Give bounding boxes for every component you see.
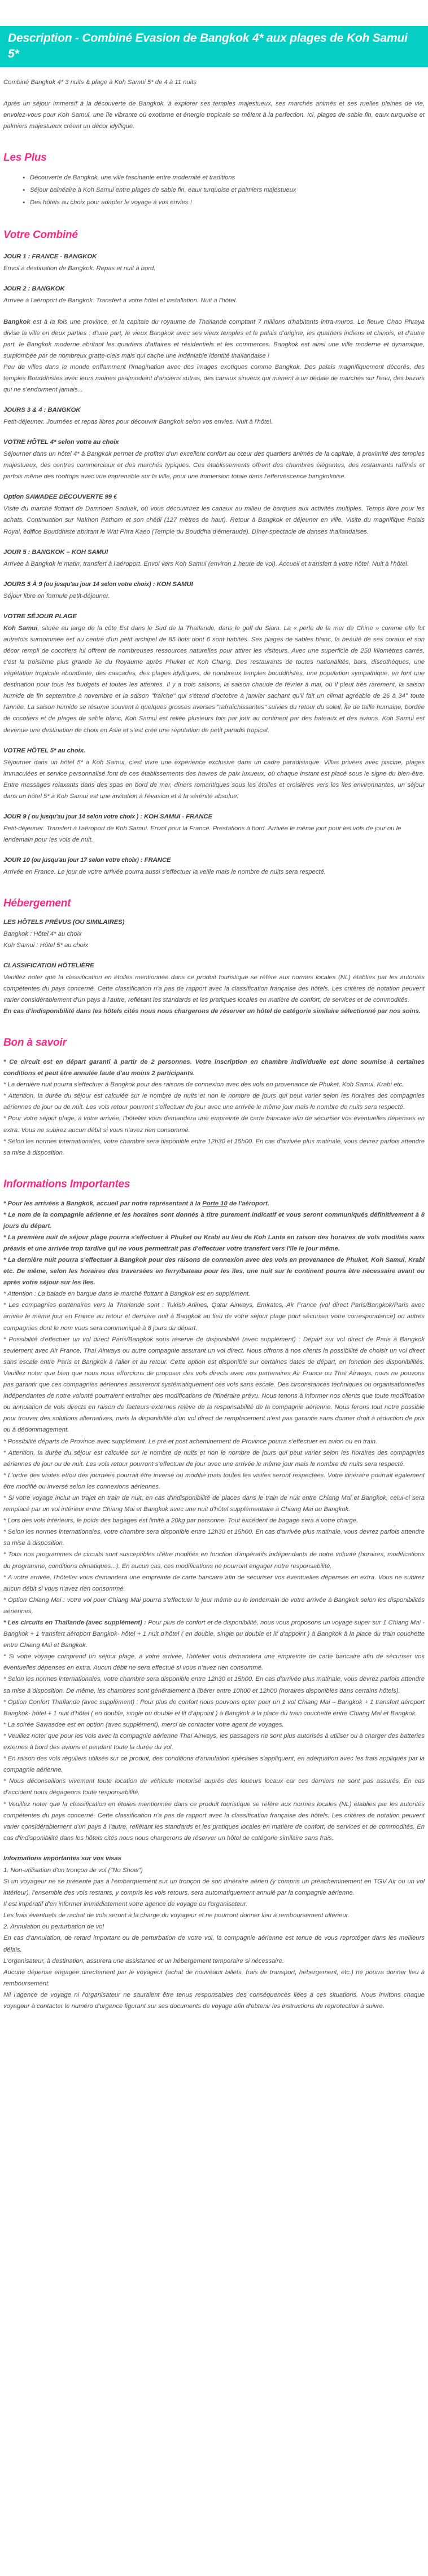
info-item: * Les compagnies partenaires vers la Thaïlande sont : Tukish Arlines, Qatar Airways, Emirates, Air France (vol direct Paris/Bangkok/Paris avec arrivée le même jour en France au retour et dernière nuit à Bangkok au lieu de votre séjour plage pour sécuriser votre correspondance) ou autres compagnies dont le nom vous sera communiqué à 8 jours du départ. [3, 1302, 425, 1332]
visa-info-title: Informations importantes sur vos visas [3, 1855, 121, 1862]
day10-title [3, 855, 425, 866]
classification-note: En cas d'indisponibilité dans les hôtels cités nous nous chargerons de réserver un hôtel de catégorie similaire sélectionné par nos soins. [3, 1008, 421, 1015]
info-item: * Le nom de la compagnie aérienne et les horaires sont donnés à titre purement indicatif et vous seront communiqués définitivement à 8 jours du départ. [3, 1211, 425, 1230]
list-item: • Séjour balnéaire à Koh Samui entre plages de sable fin, eaux turquoise et palmiers majestueux [23, 184, 425, 196]
hotels-prevus-title: LES HÔTELS PRÉVUS (OU SIMILAIRES) [3, 918, 125, 926]
info-item-porte [3, 1198, 425, 1209]
info-item: * Tous nos programmes de circuits sont susceptibles d'être modifiés en fonction d'impératifs indépendants de notre volonté (horaires, modifications du programme, conditions climatiques...). En aucun cas, ces modifications ne pourront engager notre responsabilité. [3, 1551, 425, 1570]
bon-a-savoir-item: * Selon les normes internationales, votre chambre sera disponible entre 12h30 et 15h00. En cas d'arrivée plus matinale, vous devrez parfois attendre sa mise à disposition. [3, 1138, 425, 1156]
bon-a-savoir-item: * Attention, la durée du séjour est calculée sur le nombre de nuits et non le nombre de jours qui peut varier selon les horaires des compagnies aériennes de jour ou de nuit. Les vols retour pourront s'effectuer de jour avec une arrivée le même jour mais le nombre de nuits sera respecté. [3, 1093, 425, 1111]
info-item: * Veuillez noter que pour les vols avec la compagnie aérienne Thaï Airways, les passagers ne sont plus autorisés à utiliser ou à charger des batteries externes à bord des avions et pendant toute la durée du vol. [3, 1732, 425, 1751]
day9-text: Petit-déjeuner. Transfert à l'aéroport de Koh Samui. Envol pour la France. Prestations à bord. Arrivée le même jour pour les vols de jour ou le lendemain pour les vols de nuit. [3, 825, 401, 844]
info-item: * Option Confort Thaïlande (avec supplément) : Pour plus de confort nous pouvons opter pour un 1 vol Chiang Mai – Bangkok + 1 transfert aéroport Bangkok- hôtel + 1 nuit d'hôtel ( en double, single ou double et lit d'appoint ) à Bangkok à la place du train couchette entre Chiang Mai et Bangkok. [3, 1698, 425, 1717]
info-item-circuits-lead: * Les circuits en Thaïlande (avec supplément) : [3, 1619, 146, 1627]
day5-text: Arrivée à Bangkok le matin, transfert à l'aéroport. Envol vers Koh Samui (environ 1 heure de vol). Accueil et transfert à votre hôtel. Nuit à l'hôtel. [3, 560, 409, 567]
info-item-porte-b: de l'aéroport. [227, 1200, 270, 1207]
visa-item: Si un voyageur ne se présente pas à l'embarquement sur un tronçon de son itinéraire aérien (y compris un préacheminement en TGV Air ou un vol intérieur), l'ensemble des vols restants, y compris les vols retours, sera automatiquement annulé par la compagnie aérienne. [3, 1878, 425, 1897]
info-item: * La soirée Sawasdee est en option (avec supplément), merci de contacter votre agent de voyages. [3, 1721, 284, 1728]
list-item: • Découverte de Bangkok, une ville fascinante entre modernité et traditions [23, 171, 425, 184]
hotel5-title: VOTRE HÔTEL 5* au choix. [3, 747, 85, 754]
hotel5-text: Séjourner dans un hôtel 5* à Koh Samui, c'est vivre une expérience exclusive dans un cadre paradisiaque. Villas privées avec piscine, plages immaculées et service personnalisé font de ces établissements des havres de paix luxueux, où chaque instant est placé sous le signe du bien-être. Entre massages relaxants dans des spas en bord de mer, dîners romantiques sous les étoiles et croisières vers les îles environnantes, un séjour dans un hôtel 5* à Koh Samui est une invitation à l'évasion et à la sérénité absolue. [3, 759, 425, 800]
visa-item: Nil l'agence de voyage ni l'organisateur ne sauraient être tenus responsables des conséquences liées à ces situations. Nous invitons chaque voyageur à contacter le numéro d'urgence figurant sur ses documents de voyage afin d'obtenir les instructions de reprotection à suivre. [3, 1991, 425, 2010]
hotel-bangkok: Bangkok : Hôtel 4* au choix [3, 930, 82, 937]
page-title-banner: Description - Combiné Evasion de Bangkok 4* aux plages de Koh Samui 5* [0, 26, 428, 67]
day9-title [3, 812, 425, 823]
info-item: * Attention : La balade en barque dans le marché flottant à Bangkok est en supplément. [3, 1291, 251, 1298]
section-heading-bon-a-savoir: Bon à savoir [3, 1037, 67, 1049]
info-item: * Possibilité départs de Province avec supplément. Le pré et post acheminement de Province pourra s'effectuer en avion ou en train. [3, 1438, 378, 1445]
classification-text: Veuillez noter que la classification en étoiles mentionnée dans ce produit touristique se réfère aux normes locales (NL) établies par les autorités compétentes du pays concerné. Cette classification n'a pas de rapport avec la classification française des hôtels. Les critères de notation peuvent varier considérablement d'un pays à l'autre, reflétant les standards et les pratiques locales en matière de confort, de services et de commodités. [3, 974, 425, 1004]
page-body [0, 67, 428, 2027]
day9-title-sub: ( ou jusqu'au jour 14 selon votre choix ) [28, 813, 139, 820]
day1-title: JOUR 1 : FRANCE - BANGKOK [3, 253, 97, 261]
hotel-koh-samui: Koh Samui : Hôtel 5* au choix [3, 941, 89, 949]
visa-item: Aucune dépense engagée directement par le voyageur (achat de nouveaux billets, frais de transport, hébergement, etc.) ne pourra donner lieu à remboursement. [3, 1969, 425, 1987]
day5-title: JOUR 5 : BANGKOK – KOH SAMUI [3, 548, 108, 556]
info-item: * Possibilité d'effectuer un vol direct Paris/Bangkok sous réserve de disponibilité (avec supplément) : Départ sur vol direct de Paris à Bangkok seulement avec Air France, Thaï Airways ou autre compagnie assurant un vol direct. Nous offrons à nos clients la possibilité de choisir un vol direct sans escale entre Paris et Bangkok à l'aller et au retour. Cette option est disponible sur certaines dates de départ, en fonction des disponibilités. Veuillez noter que bien que nous nous efforcions de proposer des vols directs avec nos partenaires Air France ou Thaï Airways, nous ne pouvons pas garantir que ces compagnies aériennes assureront systématiquement ces vols sans escale. Des circonstances techniques ou organisationnelles indépendantes de notre volonté pourraient entraîner des modifications de l'itinéraire prévu. Nous tenons à informer nos clients que toute modification ou annulation de vols directs en raison de facteurs externes relève de la responsabilité de la compagnie aérienne. Nous ferons tout notre possible pour trouver des solutions alternatives, mais la disponibilité d'un vol direct de remplacement n'est pas garantie sans donner droit à réduction de prix ou à dédommagement. [3, 1336, 425, 1434]
info-item-circuits-rest: Pour plus de confort et de disponibilité, nous vous proposons un voyage super sur 1 Chiang Mai - Bangkok + 1 transfert aéroport Bangkok- hôtel + 1 nuit d'hôtel ( en double, single ou double et lit d'appoint ) à Bangkok à la place du train couchette entre Chiang Mai et Bangkok. [3, 1619, 425, 1649]
section-heading-hebergement: Hébergement [3, 897, 71, 910]
porte-10-link[interactable]: Porte 10 [202, 1200, 228, 1207]
day10-title-sub: (ou jusqu'au jour 17 selon votre choix) [31, 857, 139, 864]
day10-title-end: : FRANCE [138, 857, 171, 864]
classification-title: CLASSIFICATION HÔTELIÈRE [3, 962, 94, 969]
info-item-porte-a: * Pour les arrivées à Bangkok, accueil par notre représentant à la [3, 1200, 203, 1207]
bangkok-lead: Bangkok [3, 318, 30, 325]
info-item: * Selon les normes internationales, votre chambre sera disponible entre 12h30 et 15h00. En cas d'arrivée plus matinale, vous devrez parfois attendre sa mise à disposition. [3, 1529, 425, 1547]
top-spacer [0, 0, 428, 26]
visa-item: 1. Non-utilisation d'un tronçon de vol ("No Show") [3, 1866, 143, 1874]
bon-a-savoir-item: * Ce circuit est en départ garanti à partir de 2 personnes. Votre inscription en chambre individuelle est donc soumise à certaines conditions et peut être annulée faute d'au moins 2 participants. [3, 1059, 425, 1077]
visa-item: Il est impératif d'en informer immédiatement votre agence de voyage ou l'organisateur. [3, 1901, 248, 1908]
hotel4-title: VOTRE HÔTEL 4* selon votre au choix [3, 439, 119, 446]
info-item: * Lors des vols intérieurs, le poids des bagages est limité à 20kg par personne. Tout excédent de bagage sera à votre charge. [3, 1517, 359, 1525]
bon-a-savoir-item: * Pour votre séjour plage, à votre arrivée, l'hôtelier vous demandera une empreinte de carte bancaire afin de sécuriser vos éventuelles dépenses en extra. Vous ne subirez aucun débit si vous n'avez rien consommé. [3, 1115, 425, 1134]
bangkok-description-2: Peu de villes dans le monde enflamment l'imagination avec des images exotiques comme Bangkok. Des palais magnifiquement décorés, des temples Bouddhistes avec leurs moines psalmodiant d'anciens sutras, des canaux sinueux qui mènent à un dédale de marchés sur l'eau, des bazars qui ne s'endorment jamais... [3, 363, 425, 394]
days59-title-main: JOURS 5 À 9 [3, 580, 44, 588]
day10-title-main: JOUR 10 [3, 857, 32, 864]
section-heading-les-plus: Les Plus [3, 151, 47, 164]
visa-item: Les frais éventuels de rachat de vols seront à la charge du voyageur et ne pourront donner lieu à remboursement ultérieur. [3, 1912, 350, 1919]
info-item: * Si votre voyage comprend un séjour plage, à votre arrivée, l'hôtelier vous demandera une empreinte de carte bancaire afin de sécuriser vos éventuelles dépenses en extra. Aucun débit ne sera effectué si vous n'avez rien consommé. [3, 1653, 425, 1672]
info-item: * Nous déconseillons vivement toute location de véhicule motorisé auprès des loueurs locaux car ces derniers ne sont pas assurés. En cas d'accident nous dégageons toute responsabilité. [3, 1778, 425, 1796]
bon-a-savoir-item: * La dernière nuit pourra s'effectuer à Bangkok pour des raisons de connexion avec des vols en provenance de Phuket, Koh Samui, Krabi etc. [3, 1081, 404, 1089]
day10-text: Arrivée en France. Le jour de votre arrivée pourra aussi s'effectuer la veille mais le nombre de nuits sera respecté. [3, 869, 326, 876]
info-item: * La première nuit de séjour plage pourra s'effectuer à Phuket ou Krabi au lieu de Koh Lanta en raison des horaires de vols modifiés sans préavis et une arrivée trop tardive qui ne vous permettrait pas d'effectuer votre transfert vers l'île le jour même. [3, 1234, 425, 1252]
section-heading-informations-importantes: Informations Importantes [3, 1178, 130, 1190]
sejour-plage-title: VOTRE SÉJOUR PLAGE [3, 613, 77, 620]
info-item: * Attention, la durée du séjour est calculée sur le nombre de nuits et non le nombre de jours qui peut varier selon les horaires des compagnies aériennes de jour ou de nuit. Les vols retour pourront s'effectuer de jour avec une arrivée le même jour mais le nombre de nuits sera respecté. [3, 1449, 425, 1468]
option-sawadee-text: Visite du marché flottant de Damnoen Saduak, où vous découvrirez les canaux au milieu de barques aux activités multiples. Temps libre pour les achats. Continuation sur Nakhon Pathom et son chédi (127 mètres de haut). Retour à Bangkok et déjeuner en ville. Visite du magnifique Palais Royal, édifice Bouddhiste abritant le Wat Phra Kaeo (Temple du Bouddha d'émeraude). Dîner-spectacle de danses thaïlandaises. [3, 505, 425, 535]
info-item: * L'ordre des visites et/ou des journées pourrait être inversé ou modifié mais toutes les visites seront respectées. Votre itinéraire pourrait également être modifié ou inversé selon les connexions aériennes. [3, 1472, 425, 1490]
days59-title [3, 579, 425, 591]
sejour-plage-text [3, 623, 425, 736]
koh-samui-lead: Koh Samui [3, 624, 38, 632]
visa-item: L'organisateur, à destination, assurera une assistance et un hébergement temporaire si nécessaire. [3, 1957, 285, 1965]
info-item: * En raison des vols réguliers utilisés sur ce produit, des conditions d'annulation spéciales s'appliquent, en adéquation avec les frais appliqués par la compagnie aérienne. [3, 1755, 425, 1774]
visa-item: 2. Annulation ou perturbation de vol [3, 1923, 104, 1931]
les-plus-list [3, 171, 425, 209]
info-item: * La dernière nuit pourra s'effectuer à Bangkok pour des raisons de connexion avec des vols en provenance de Phuket, Koh Samui, Krabi etc. De même, selon les horaires des traversées en ferry/bateau pour les îles, une nuit sur le continent pourra être nécessaire avant ou après votre séjour sur les îles. [3, 1257, 425, 1287]
bangkok-rest: est à la fois une province, et la capitale du royaume de Thaïlande comptant 7 millions d'habitants intra-muros. Le fleuve Chao Phraya divise la ville en deux parties : d'une part, le vieux Bangkok avec ses vieux temples et le palais d'origine, les quartiers indiens et chinois, et d'autre part, le Bangkok moderne abritant les quartiers d'affaires et résidentiels et les commerces. Bangkok est ainsi une ville moderne et dynamique, surplombée par de nombreux gratte-ciels mais qui cache une indéniable identité thaïlandaise ! [3, 318, 425, 359]
days59-text: Séjour libre en formule petit-déjeuner. [3, 592, 110, 600]
intro-paragraph: Après un séjour immersif à la découverte de Bangkok, à explorer ses temples majestueux, ses marchés animés et ses ruelles pleines de vie, envolez-vous pour Koh Samui, une île vibrante où exotisme et énergie tropicale se mêlent à la perfection. Ici, plages de sable fin, eaux turquoise et palmiers majestueux créent un décor idyllique. [3, 100, 425, 130]
days59-title-end: : KOH SAMUI [151, 580, 193, 588]
bangkok-description [3, 316, 425, 362]
info-item-circuits [3, 1617, 425, 1651]
visa-item: En cas d'annulation, de retard important ou de perturbation de votre vol, la compagnie aérienne est tenue de vous reprotéger dans les meilleurs délais. [3, 1935, 425, 1953]
intro-subtitle: Combiné Bangkok 4* 3 nuits & plage à Koh Samui 5* de 4 à 11 nuits [3, 79, 197, 86]
info-item: * Veuillez noter que la classification en étoiles mentionnée dans ce produit touristique se réfère aux normes locales (NL) établies par les autorités compétentes du pays concerné. Cette classification n'a pas de rapport avec la classification française des hôtels. Les critères de notation peuvent varier considérablement d'un pays à l'autre, reflétant les standards et les pratiques locales en matière de confort, de services et de commodités. En cas d'indisponibilité dans les hôtels cités nous nous chargerons de réserver un hôtel de catégorie similaire sans frais. [3, 1800, 425, 1842]
day2-text: Arrivée à l'aéroport de Bangkok. Transfert à votre hôtel et installation. Nuit à l'hôtel. [3, 297, 238, 305]
day9-title-main: JOUR 9 [3, 813, 28, 820]
info-item: * A votre arrivée, l'hôtelier vous demandera une empreinte de carte bancaire afin de sécuriser vos éventuelles dépenses en extra. Vous ne subirez aucun débit si vous n'avez rien consommé. [3, 1574, 425, 1592]
info-item: * Selon les normes internationales, votre chambre sera disponible entre 12h30 et 15h00. En cas d'arrivée plus matinale, vous devrez parfois attendre sa mise à disposition. De même, les chambres sont généralement à libérer entre 10h00 et 12h00 (horaires disponibles dans certains hôtels). [3, 1676, 425, 1694]
days59-title-sub: (ou jusqu'au jour 14 selon votre choix) [43, 580, 151, 588]
days34-title: JOURS 3 & 4 : BANGKOK [3, 407, 81, 414]
day2-title: JOUR 2 : BANGKOK [3, 285, 65, 293]
list-item: • Des hôtels au choix pour adapter le voyage à vos envies ! [23, 196, 425, 209]
day1-text: Envol à destination de Bangkok. Repas et nuit à bord. [3, 265, 156, 272]
hotel4-text: Séjourner dans un hôtel 4* à Bangkok permet de profiter d'un excellent confort au cœur des quartiers animés de la capitale, à proximité des temples majestueux, des centres commerciaux et des marchés typiques. Ces établissements offrent des chambres élégantes, des restaurants raffinés et parfois même des rooftops avec vue imprenable sur la ville, pour une immersion totale dans l'effervescence bangkokoise. [3, 451, 425, 481]
koh-samui-rest: , située au large de la côte Est dans le Sud de la Thaïlande, dans le golf du Siam. La « perle de la mer de Chine » comme elle fut autrefois surnommée est au centre d'un petit archipel de 85 îlots dont 6 sont habités. Ses plages de sables blanc, la beauté de ses coraux et son décor rempli de cocotiers lui offrent de nombreuses ressources naturelles pour attirer les visiteurs. Avec une superficie de 250 kilomètres carrés, c'est la troisième plus grande île du Royaume après Phuket et Koh Chang. Des restaurants de toutes nationalités, bars, discothèques, une végétation tropicale abondante, des cascades, des plages idylliques, de nombreux temples bouddhistes, une population sympathique, en font une destination pour tous les budgets et toutes les attentes. Il y a trois saisons, la saison chaude de février à mai, où il pleut très rarement, la saison humide de fin septembre à novembre et la saison "fraîche" qui s'étend d'octobre à janvier sachant qu'il fait un climat agréable de 26 à 34° toute l'année. La saison humide se résume souvent à quelques grosses averses "rafraîchissantes" suivies du retour du soleil. Île de taille humaine, bordée de cocotiers et de plages de sable blanc, Koh Samui est reliée plusieurs fois par jour au continent par des bateaux et des avions. Koh Samui est devenue une destination de choix en Asie et s'est créé une réputation de petit paradis tropical. [3, 624, 425, 734]
info-item: * Option Chiang Mai : votre vol pour Chiang Mai pourra s'effectuer le jour même ou le lendemain de votre arrivée à Bangkok selon les disponibilités aériennes. [3, 1596, 425, 1615]
option-sawadee-title: Option SAWADEE DÉCOUVERTE 99 € [3, 494, 117, 501]
info-item: * Si votre voyage inclut un trajet en train de nuit, en cas d'indisponibilité de places dans le train de nuit entre Chiang Mai et Bangkok, celui-ci sera remplacé par un vol intérieur entre Chiang Mai et Bangkok avec une nuit d'hôtel supplémentaire à Chiang Mai ou Bangkok. [3, 1494, 425, 1513]
days34-text: Petit-déjeuner. Journées et repas libres pour découvrir Bangkok selon vos envies. Nuit à l'hôtel. [3, 419, 273, 426]
day9-title-end: : KOH SAMUI - FRANCE [138, 813, 213, 820]
section-heading-votre-combine: Votre Combiné [3, 228, 78, 241]
